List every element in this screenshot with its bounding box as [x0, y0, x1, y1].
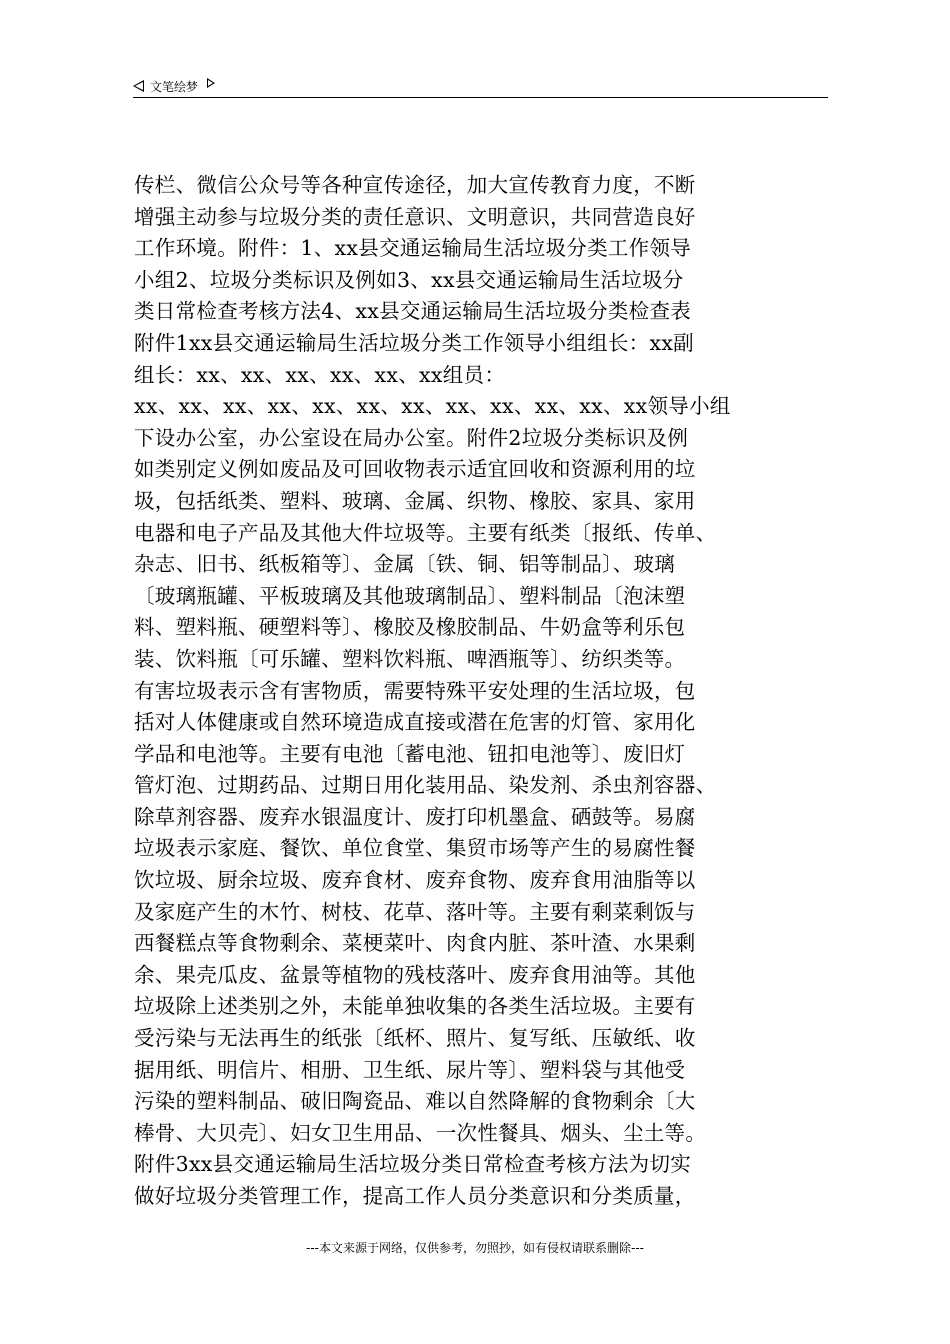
body-line: 棒骨、大贝壳〕、妇女卫生用品、一次性餐具、烟头、尘土等。 — [134, 1120, 707, 1145]
body-line: 垃圾表示家庭、餐饮、单位食堂、集贸市场等产生的易腐性餐 — [134, 836, 696, 861]
body-line: 垃圾除上述类别之外，未能单独收集的各类生活垃圾。主要有 — [134, 994, 696, 1019]
triangle-right-outline-icon — [207, 78, 215, 88]
body-line: 装、饮料瓶〔可乐罐、塑料饮料瓶、啤酒瓶等〕、纺织类等。 — [134, 646, 686, 671]
body-line: 受污染与无法再生的纸张〔纸杯、照片、复写纸、压敏纸、收 — [134, 1026, 696, 1051]
body-line: 小组2、垃圾分类标识及例如3、xx县交通运输局生活垃圾分 — [134, 267, 684, 292]
body-line: 组长：xx、xx、xx、xx、xx、xx组员： — [134, 362, 506, 387]
body-line: 杂志、旧书、纸板箱等〕、金属〔铁、铜、铝等制品〕、玻璃 — [134, 552, 676, 577]
body-line: 学品和电池等。主要有电池〔蓄电池、钮扣电池等〕、废旧灯 — [134, 741, 686, 766]
document-body — [134, 170, 834, 1213]
body-line: 传栏、微信公众号等各种宣传途径，加大宣传教育力度，不断 — [134, 173, 696, 197]
body-line: 有害垃圾表示含有害物质，需要特殊平安处理的生活垃圾，包 — [134, 678, 696, 703]
page-header — [133, 74, 827, 98]
footer-disclaimer: ---本文来源于网络，仅供参考，勿照抄，如有侵权请联系删除--- — [306, 1241, 644, 1255]
body-line: 下设办公室，办公室设在局办公室。附件2垃圾分类标识及例 — [134, 425, 689, 450]
body-line: 电器和电子产品及其他大件垃圾等。主要有纸类〔报纸、传单、 — [134, 520, 717, 545]
triangle-left-outline-icon — [133, 80, 144, 92]
body-line: 西餐糕点等食物剩余、菜梗菜叶、肉食内脏、茶叶渣、水果剩 — [134, 931, 696, 956]
body-line: 据用纸、明信片、相册、卫生纸、尿片等〕、塑料袋与其他受 — [134, 1057, 686, 1082]
body-line: 附件3xx县交通运输局生活垃圾分类日常检查考核方法为切实 — [134, 1152, 692, 1177]
body-line: 余、果壳瓜皮、盆景等植物的残枝落叶、废弃食用油等。其他 — [134, 962, 696, 987]
body-line: 类日常检查考核方法4、xx县交通运输局生活垃圾分类检查表 — [134, 299, 692, 324]
body-line: 如类别定义例如废品及可回收物表示适宜回收和资源利用的垃 — [134, 457, 696, 482]
body-line: 饮垃圾、厨余垃圾、废弃食材、废弃食物、废弃食用油脂等以 — [134, 868, 696, 893]
body-line: 附件1xx县交通运输局生活垃圾分类工作领导小组组长：xx副 — [134, 330, 694, 355]
body-line: 料、塑料瓶、硬塑料等〕、橡胶及橡胶制品、牛奶盒等利乐包 — [134, 615, 686, 640]
body-line: xx、xx、xx、xx、xx、xx、xx、xx、xx、xx、xx、xx领导小组 — [134, 394, 731, 419]
body-line: 工作环境。附件：1、xx县交通运输局生活垃圾分类工作领导 — [134, 236, 692, 261]
body-line: 及家庭产生的木竹、树枝、花草、落叶等。主要有剩菜剩饭与 — [134, 899, 696, 924]
body-line: 〔玻璃瓶罐、平板玻璃及其他玻璃制品〕、塑料制品〔泡沫塑 — [134, 583, 686, 608]
body-line: 污染的塑料制品、破旧陶瓷品、难以自然降解的食物剩余〔大 — [134, 1089, 696, 1114]
body-line: 除草剂容器、废弃水银温度计、废打印机墨盒、硒鼓等。易腐 — [134, 804, 696, 829]
header-divider — [133, 97, 828, 98]
body-line: 管灯泡、过期药品、过期日用化装用品、染发剂、杀虫剂容器、 — [134, 773, 717, 798]
body-line: 做好垃圾分类管理工作，提高工作人员分类意识和分类质量， — [134, 1184, 696, 1208]
header-brand: 文笔绘梦 — [150, 79, 199, 94]
body-line: 增强主动参与垃圾分类的责任意识、文明意识，共同营造良好 — [134, 204, 696, 229]
body-line: 圾，包括纸类、塑料、玻璃、金属、织物、橡胶、家具、家用 — [134, 488, 696, 513]
body-line: 括对人体健康或自然环境造成直接或潜在危害的灯管、家用化 — [134, 710, 696, 735]
